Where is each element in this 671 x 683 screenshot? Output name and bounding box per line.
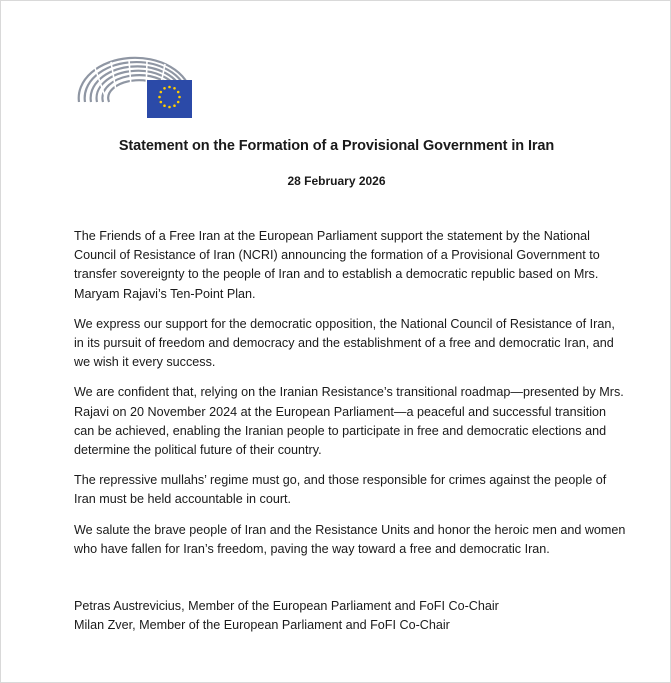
signature-austrevicius: Petras Austrevicius, Member of the European Parliament and FoFI Co-Chair xyxy=(74,599,499,613)
paragraph-salute: We salute the brave people of Iran and the Resistance Units and honor the heroic men and women who have fallen for Iran’s freedom, paving the way toward a free and democratic Iran. xyxy=(74,522,626,556)
statement-body xyxy=(74,227,626,570)
paragraph-regime: The repressive mullahs’ regime must go, and those responsible for crimes against the people of Iran must be held accountable in court. xyxy=(74,473,607,507)
statement-title: Statement on the Formation of a Provisional Government in Iran xyxy=(118,138,555,154)
signature-zver: Milan Zver, Member of the European Parliament and FoFI Co-Chair xyxy=(74,618,450,632)
european-parliament-logo xyxy=(71,56,195,120)
paragraph-roadmap: We are confident that, relying on the Iranian Resistance’s transitional roadmap—presented by Mrs. Rajavi on 20 November 2024 at the European Parliament—a peaceful and successful transition can be achieved, enabling the Iranian people to participate in free and democratic elections and determine the political future of their country. xyxy=(74,385,624,458)
statement-date: 28 February 2026 xyxy=(287,174,386,188)
paragraph-opposition: We express our support for the democratic opposition, the National Council of Resistance of Iran, in its pursuit of freedom and democracy and the establishment of a free and democratic Iran, and we wish it every success. xyxy=(74,316,615,370)
signature-block xyxy=(74,597,634,635)
european-parliament-icon xyxy=(71,56,195,120)
paragraph-support: The Friends of a Free Iran at the European Parliament support the statement by the National Council of Resistance of Iran (NCRI) announcing the formation of a Provisional Government to transfer sovereignty to the people of Iran and to establish a democratic republic based on Mrs. Maryam Rajavi’s Ten-Point Plan. xyxy=(74,229,600,301)
